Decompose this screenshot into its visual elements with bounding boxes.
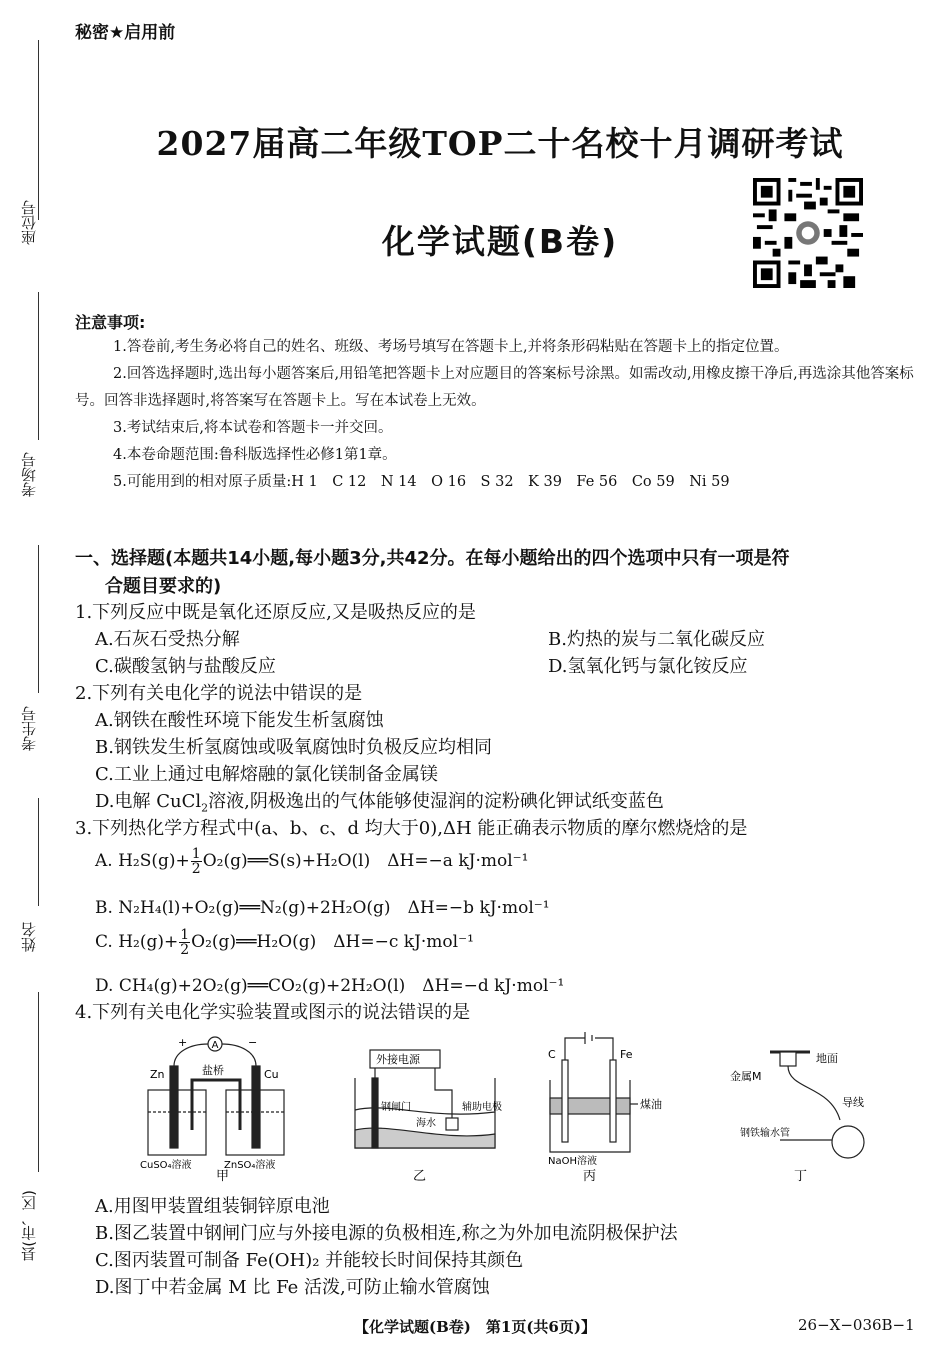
fig-jia-plus: + (178, 1036, 188, 1049)
fig-bing-c: C (548, 1048, 556, 1061)
q4-option-a: A.用图甲装置组装铜锌原电池 (95, 1196, 330, 1217)
exam-subtitle: 化学试题(B卷) (381, 222, 619, 261)
q3-option-b: B. N₂H₄(l)+O₂(g)══N₂(g)+2H₂O(g) ΔH=−b kJ·mol⁻¹ (95, 898, 550, 918)
fig-bing-caption: 丙 (583, 1169, 597, 1182)
q3-a-left: A. H₂S(g)+ (95, 851, 190, 871)
fig-jia-left-solution: CuSO₄溶液 (140, 1160, 192, 1171)
fig-jia-zn: Zn (150, 1068, 165, 1081)
fig-yi-aux: 辅助电极 (462, 1102, 502, 1113)
fig-yi-gate: 钢闸门 (381, 1102, 411, 1113)
fig-jia-bridge: 盐桥 (202, 1064, 224, 1077)
q2-option-a: A.钢铁在酸性环境下能发生析氢腐蚀 (95, 710, 384, 731)
binding-line-3 (38, 545, 39, 693)
seat-number-label: 座位号 (20, 200, 38, 245)
q2-option-d (95, 787, 664, 815)
fig-jia-right-solution: ZnSO₄溶液 (224, 1160, 276, 1171)
fig-ding-pipe: 钢铁输水管 (740, 1128, 790, 1139)
fig-yi-water: 海水 (416, 1118, 436, 1129)
binding-line-2 (38, 292, 39, 440)
section-heading-line1: 一、选择题(本题共14小题,每小题3分,共42分。在每小题给出的四个选项中只有一项是符 (75, 548, 790, 569)
q3-option-a (95, 846, 528, 876)
notice-item: 1.答卷前,考生务必将自己的姓名、班级、考场号填写在答题卡上,并将条形码粘贴在答题卡上的指定位置。 (113, 339, 789, 355)
q3-option-d: D. CH₄(g)+2O₂(g)══CO₂(g)+2H₂O(l) ΔH=−d kJ·mol⁻¹ (95, 976, 565, 996)
section-heading (75, 545, 945, 601)
fig-jia-cu: Cu (264, 1068, 279, 1081)
frac-numerator: 1 (180, 927, 190, 943)
fig-ding-ground: 地面 (816, 1052, 838, 1065)
notice-item: 2.回答选择题时,选出每小题答案后,用铅笔把答题卡上对应题目的答案标号涂黑。如需改动,用橡皮擦干净后,再选涂其他答案标号。回答非选择题时,将答案写在答题卡上。写在本试卷上无效。 (75, 366, 914, 409)
ammeter-label: A (211, 1040, 219, 1051)
section-heading-line2: 合题目要求的) (105, 576, 222, 597)
q3-a-right: O₂(g)══S(s)+H₂O(l) ΔH=−a kJ·mol⁻¹ (202, 851, 529, 871)
question-2-stem: 2.下列有关电化学的说法中错误的是 (75, 683, 363, 704)
fig-bing-oil: 煤油 (640, 1098, 662, 1111)
q1-option-b: B.灼热的炭与二氧化碳反应 (548, 629, 765, 650)
binding-line-4 (38, 798, 39, 906)
q4-option-b: B.图乙装置中钢闸门应与外接电源的负极相连,称之为外加电流阴极保护法 (95, 1223, 678, 1244)
q1-option-d: D.氢氧化钙与氯化铵反应 (548, 656, 748, 677)
qr-code (752, 178, 864, 288)
figure-jia-galvanic-cell (148, 1037, 284, 1155)
half-fraction (191, 847, 202, 876)
frac-denominator: 2 (180, 942, 190, 958)
notice-item: 4.本卷命题范围:鲁科版选择性必修1第1章。 (113, 447, 397, 463)
fig-jia-minus: − (248, 1036, 258, 1049)
name-label: 姓名 (20, 922, 38, 952)
notice-heading: 注意事项: (75, 313, 146, 332)
binding-line-1 (38, 40, 39, 220)
fig-yi-power: 外接电源 (376, 1053, 420, 1066)
notice-item: 3.考试结束后,将本试卷和答题卡一并交回。 (113, 420, 393, 436)
q3-option-c (95, 927, 474, 957)
q4-option-c: C.图丙装置可制备 Fe(OH)₂ 并能较长时间保持其颜色 (95, 1250, 524, 1271)
question-1-stem: 1.下列反应中既是氧化还原反应,又是吸热反应的是 (75, 602, 476, 623)
half-fraction (179, 928, 190, 957)
q2-d-text-b: 溶液,阴极逸出的气体能够使湿润的淀粉碘化钾试纸变蓝色 (208, 791, 664, 812)
fig-jia-caption: 甲 (216, 1169, 230, 1182)
notice-item: 5.可能用到的相对原子质量:H 1 C 12 N 14 O 16 S 32 K 39 Fe 56 Co 59 Ni 59 (113, 474, 730, 490)
paper-code: 26−X−036B−1 (798, 1316, 915, 1334)
question-4-stem: 4.下列有关电化学实验装置或图示的说法错误的是 (75, 1002, 471, 1023)
q2-d-subscript: 2 (201, 801, 209, 815)
fig-yi-caption: 乙 (413, 1169, 427, 1182)
q3-c-left: C. H₂(g)+ (95, 932, 179, 952)
q4-figures (140, 1030, 880, 1182)
q2-d-text-a: D.电解 CuCl (95, 791, 202, 812)
frac-numerator: 1 (191, 846, 201, 862)
page-footer: 【化学试题(B卷) 第1页(共6页)】 (354, 1318, 596, 1336)
q2-option-b: B.钢铁发生析氢腐蚀或吸氧腐蚀时负极反应均相同 (95, 737, 492, 758)
q1-option-a: A.石灰石受热分解 (95, 629, 240, 650)
fig-ding-metal: 金属M (730, 1070, 762, 1083)
exam-title: 2027届高二年级TOP二十名校十月调研考试 (156, 124, 844, 163)
fig-ding-caption: 丁 (794, 1169, 808, 1182)
exam-room-label: 考场号 (20, 452, 38, 497)
candidate-number-label: 考生号 (20, 706, 38, 751)
frac-denominator: 2 (191, 861, 201, 877)
q1-option-c: C.碳酸氢钠与盐酸反应 (95, 656, 276, 677)
fig-bing-fe: Fe (620, 1048, 633, 1061)
question-3-stem: 3.下列热化学方程式中(a、b、c、d 均大于0),ΔH 能正确表示物质的摩尔燃烧焓的是 (75, 818, 748, 839)
fig-ding-wire: 导线 (842, 1096, 864, 1109)
county-label: 县(市、区) (20, 1190, 38, 1262)
binding-line-5 (38, 992, 39, 1172)
q4-option-d: D.图丁中若金属 M 比 Fe 活泼,可防止输水管腐蚀 (95, 1277, 490, 1298)
confidential-label: 秘密★启用前 (75, 23, 176, 43)
q3-c-right: O₂(g)══H₂O(g) ΔH=−c kJ·mol⁻¹ (191, 932, 474, 952)
q2-option-c: C.工业上通过电解熔融的氯化镁制备金属镁 (95, 764, 438, 785)
fig-bing-naoh: NaOH溶液 (548, 1156, 597, 1167)
notice-list (75, 334, 937, 496)
